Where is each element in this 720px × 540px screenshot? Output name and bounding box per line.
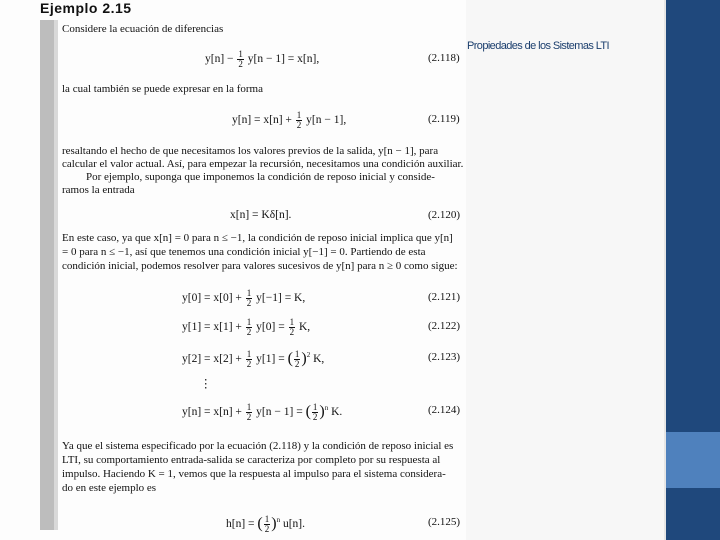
equation-2-125: h[n] = ( $\frac{1}{2}$ )$^n$ u[n]. [226, 513, 305, 534]
decorative-sidebar-accent [666, 432, 720, 488]
paragraph-line: LTI, su comportamiento entrada-salida se caracteriza por completo por su respuesta al [62, 454, 441, 466]
paragraph-line: calcular el valor actual. Así, para empezar la recursión, necesitamos una condición auxiliar. [62, 158, 464, 170]
equation-number: (2.120) [428, 209, 461, 221]
equation-2-122: y[1] = x[1] + $\frac{1}{2}$ y[0] = $\frac{1}{2}$ K, [182, 317, 311, 337]
paragraph-text: la cual también se puede expresar en la forma [62, 83, 263, 95]
paragraph-line: condición inicial, podemos resolver para valores sucesivos de y[n] para n ≥ 0 como sigue: [62, 260, 458, 272]
equation-2-124: y[n] = x[n] + $\frac{1}{2}$ y[n − 1] = ( $\frac{1}{2}$ )$^n$ K. [182, 401, 343, 422]
equation-number: (2.121) [428, 291, 461, 303]
equation-2-118: y[n] − $\frac{1}{2}$ y[n − 1] = x[n], [205, 49, 320, 69]
intro-text: Considere la ecuación de diferencias [62, 23, 224, 35]
equation-2-123: y[2] = x[2] + $\frac{1}{2}$ y[1] = ( $\frac{1}{2}$ )$^2$ K, [182, 348, 325, 369]
paragraph-line: = 0 para n ≤ −1, así que tenemos una condición inicial y[−1] = 0. Partiendo de esta [62, 246, 426, 258]
paragraph-line: Ya que el sistema especificado por la ecuación (2.118) y la condición de reposo inicial es [62, 440, 454, 452]
equation-2-121: y[0] = x[0] + $\frac{1}{2}$ y[−1] = K, [182, 288, 306, 308]
paragraph-line: ramos la entrada [62, 184, 135, 196]
equation-number: (2.118) [428, 52, 460, 64]
paragraph-line: Por ejemplo, suponga que imponemos la condición de reposo inicial y conside- [86, 171, 435, 183]
equation-number: (2.122) [428, 320, 461, 332]
equation-number: (2.125) [428, 516, 461, 528]
paragraph-line: do en este ejemplo es [62, 482, 157, 494]
paragraph-line: En este caso, ya que x[n] = 0 para n ≤ −1, la condición de reposo inicial implica que y[n] [62, 232, 453, 244]
equation-2-119: y[n] = x[n] + $\frac{1}{2}$ y[n − 1], [232, 110, 347, 130]
paragraph-line: resaltando el hecho de que necesitamos los valores previos de la salida, y[n − 1], para [62, 145, 439, 157]
example-title: Ejemplo 2.15 [40, 0, 132, 16]
equation-number: (2.124) [428, 404, 461, 416]
paragraph-line: impulso. Haciendo K = 1, vemos que la respuesta al impulso para el sistema considera- [62, 468, 446, 480]
equation-number: (2.119) [428, 113, 460, 125]
equation-number: (2.123) [428, 351, 461, 363]
vertical-dots: ⋮ [200, 378, 212, 390]
slide-title: Propiedades de los Sistemas LTI [467, 40, 610, 52]
page-binding-shadow [40, 20, 54, 530]
equation-2-120: x[n] = Kδ[n]. [230, 209, 292, 221]
page-binding-edge [54, 20, 58, 530]
